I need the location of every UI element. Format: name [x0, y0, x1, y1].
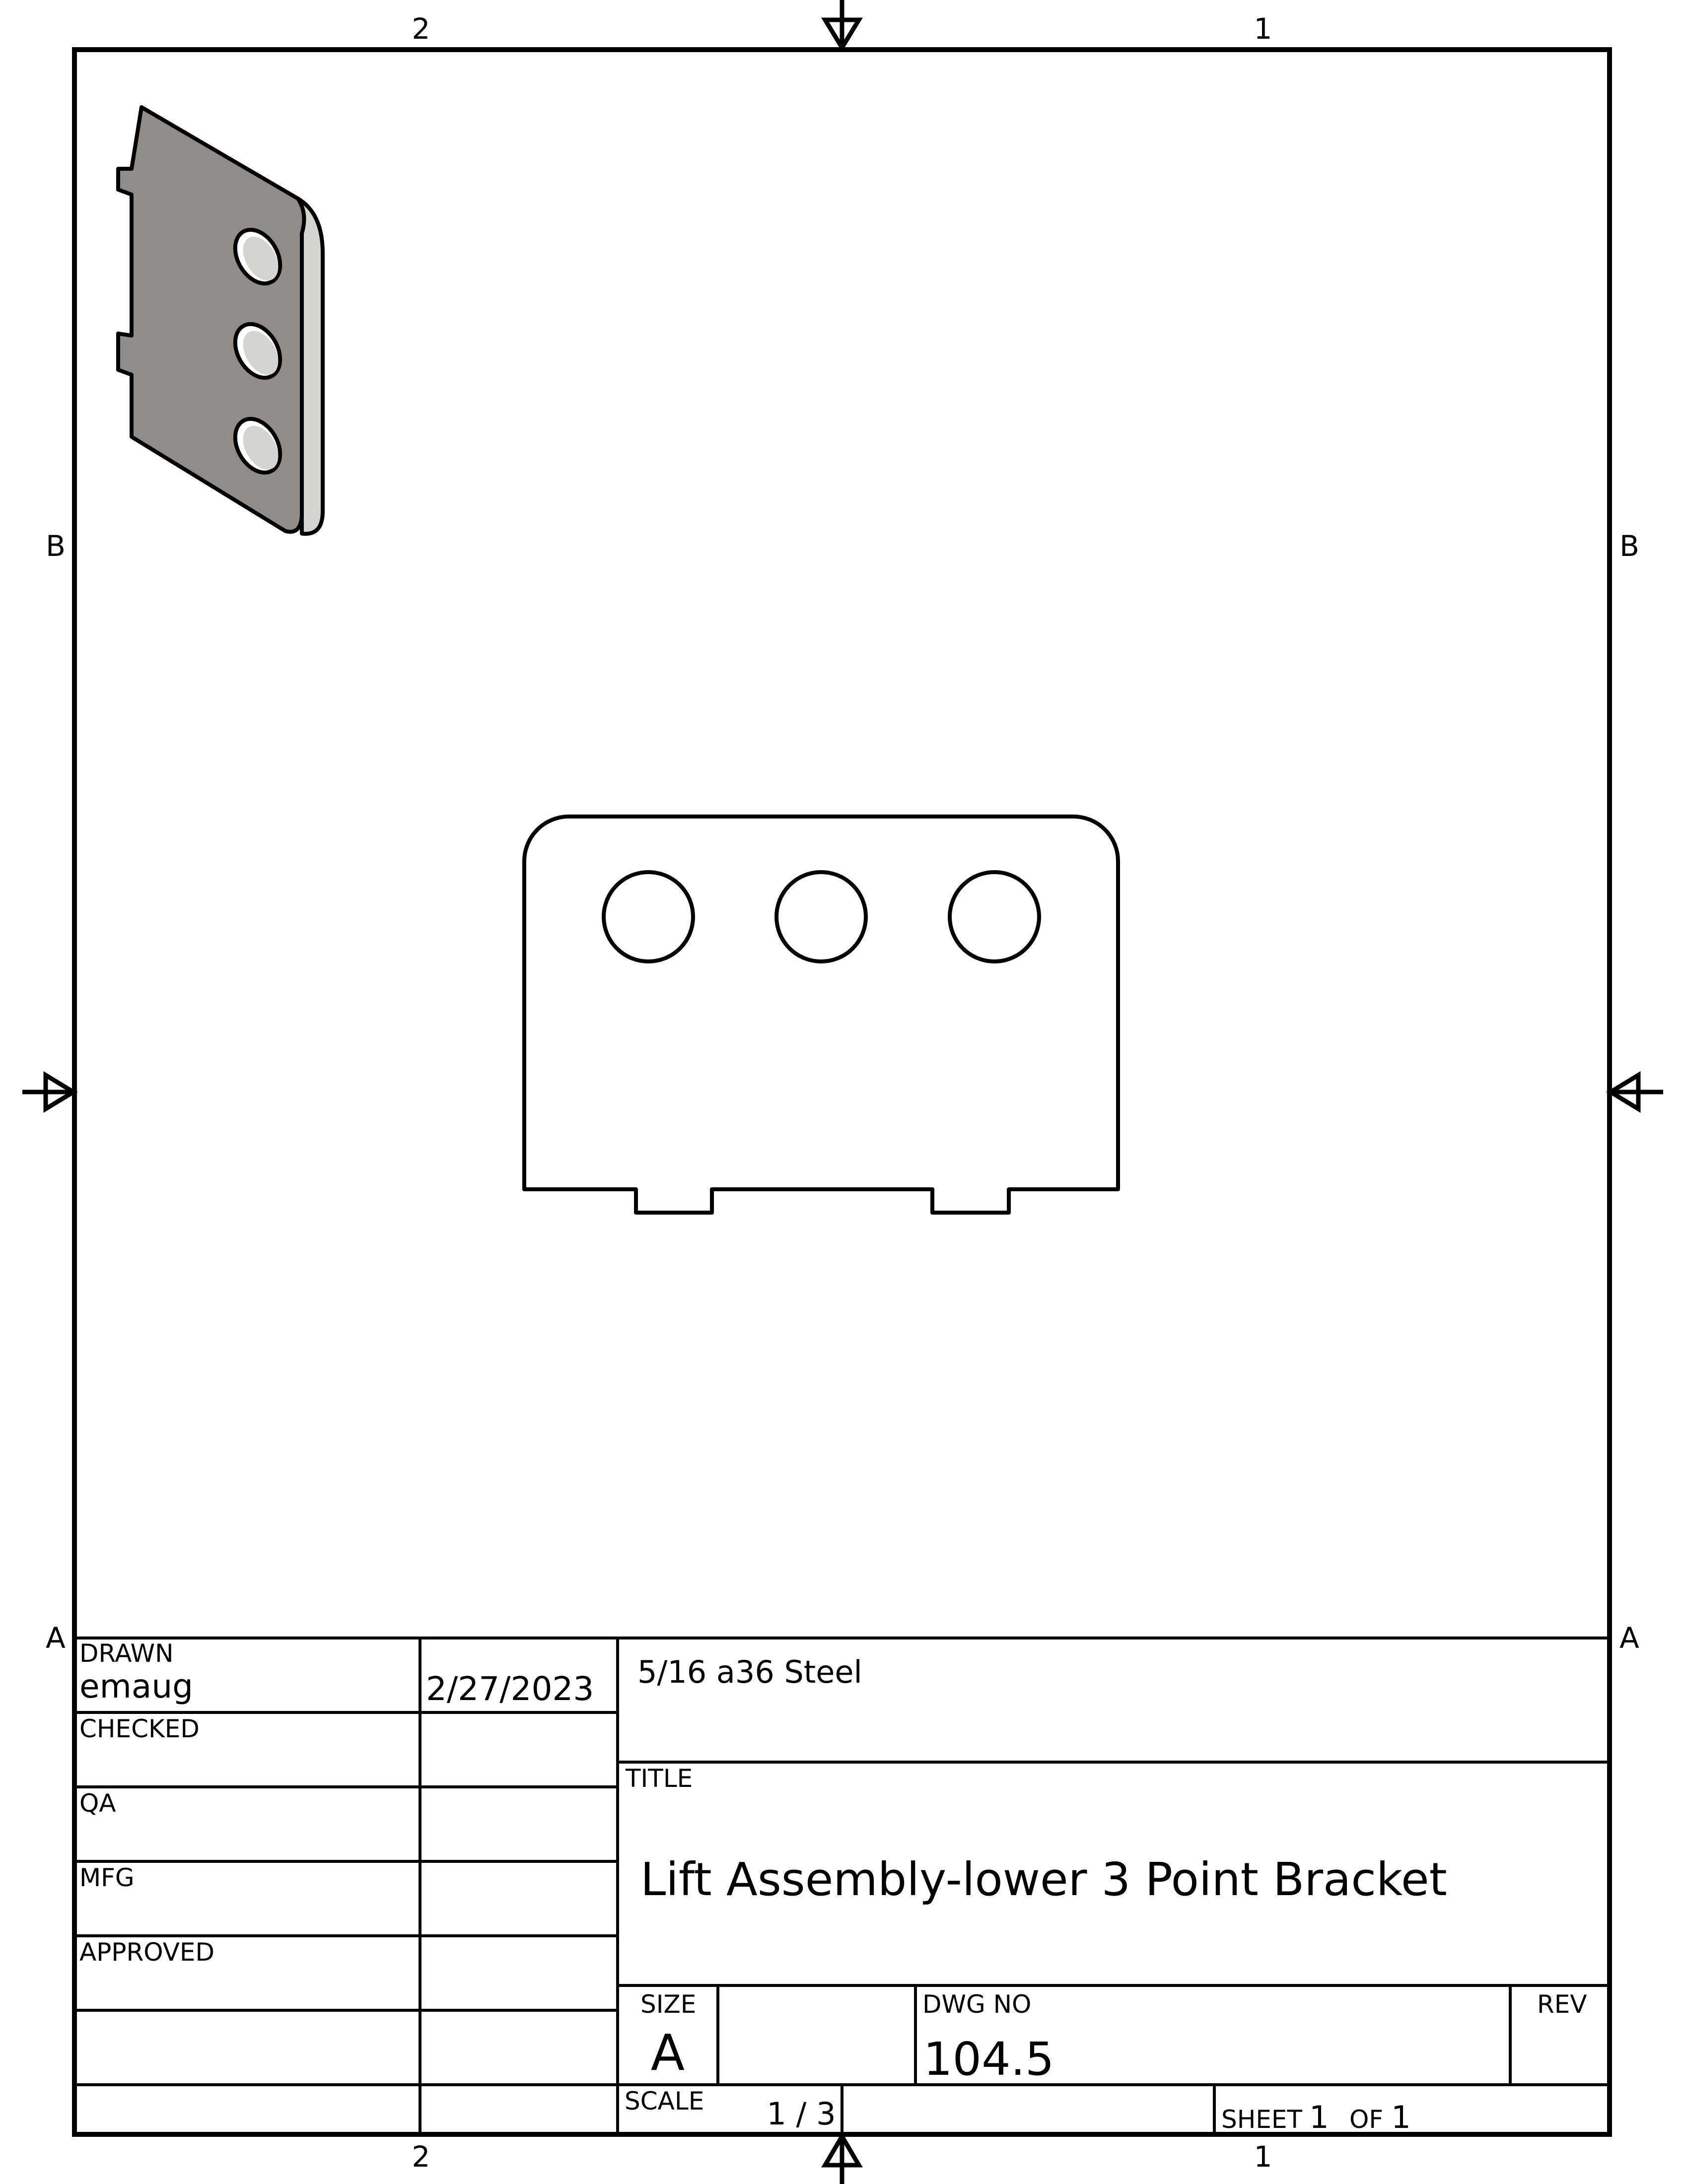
rev-label: REV — [1537, 1990, 1587, 2019]
front-view-hole — [604, 872, 693, 961]
sheet-label: SHEET — [1221, 2105, 1303, 2134]
dwg-no-label: DWG NO — [922, 1990, 1032, 2019]
zone-label-left-a: A — [46, 1621, 66, 1655]
zone-label-top-1: 1 — [1254, 12, 1272, 46]
zone-label-bottom-1: 1 — [1254, 2140, 1272, 2174]
drawing-title: Lift Assembly-lower 3 Point Bracket — [640, 1853, 1447, 1906]
approved-label: APPROVED — [79, 1938, 215, 1967]
mfg-label: MFG — [79, 1863, 135, 1892]
isometric-holes — [226, 222, 289, 480]
centering-mark-bottom — [825, 2134, 859, 2184]
qa-label: QA — [79, 1789, 116, 1818]
zone-label-right-b: B — [1619, 529, 1639, 563]
of-label: OF — [1349, 2105, 1384, 2134]
scale-value: 1 / 3 — [767, 2096, 836, 2132]
scale-label: SCALE — [625, 2087, 704, 2116]
sheet-total: 1 — [1391, 2099, 1411, 2135]
material-note: 5/16 a36 Steel — [637, 1654, 862, 1690]
isometric-part-view — [118, 107, 323, 534]
title-label: TITLE — [626, 1764, 693, 1793]
zone-label-left-b: B — [46, 529, 66, 563]
centering-mark-top — [825, 0, 859, 50]
zone-label-right-a: A — [1619, 1621, 1639, 1655]
drawn-label: DRAWN — [79, 1639, 174, 1668]
dwg-no-value: 104.5 — [923, 2033, 1054, 2086]
drawn-name: emaug — [79, 1667, 194, 1706]
size-value: A — [650, 2024, 685, 2082]
front-view — [524, 817, 1118, 1213]
checked-label: CHECKED — [79, 1714, 200, 1743]
drawn-date: 2/27/2023 — [426, 1670, 594, 1708]
sheet-number: 1 — [1309, 2099, 1329, 2135]
centering-mark-left — [22, 1075, 74, 1109]
zone-label-bottom-2: 2 — [412, 2140, 430, 2174]
zone-label-top-2: 2 — [412, 12, 430, 46]
front-view-hole — [776, 872, 866, 961]
title-block — [74, 1638, 1610, 2135]
centering-mark-right — [1610, 1075, 1663, 1109]
front-view-hole — [950, 872, 1039, 961]
size-label: SIZE — [640, 1990, 697, 2019]
front-view-outline — [524, 817, 1118, 1213]
